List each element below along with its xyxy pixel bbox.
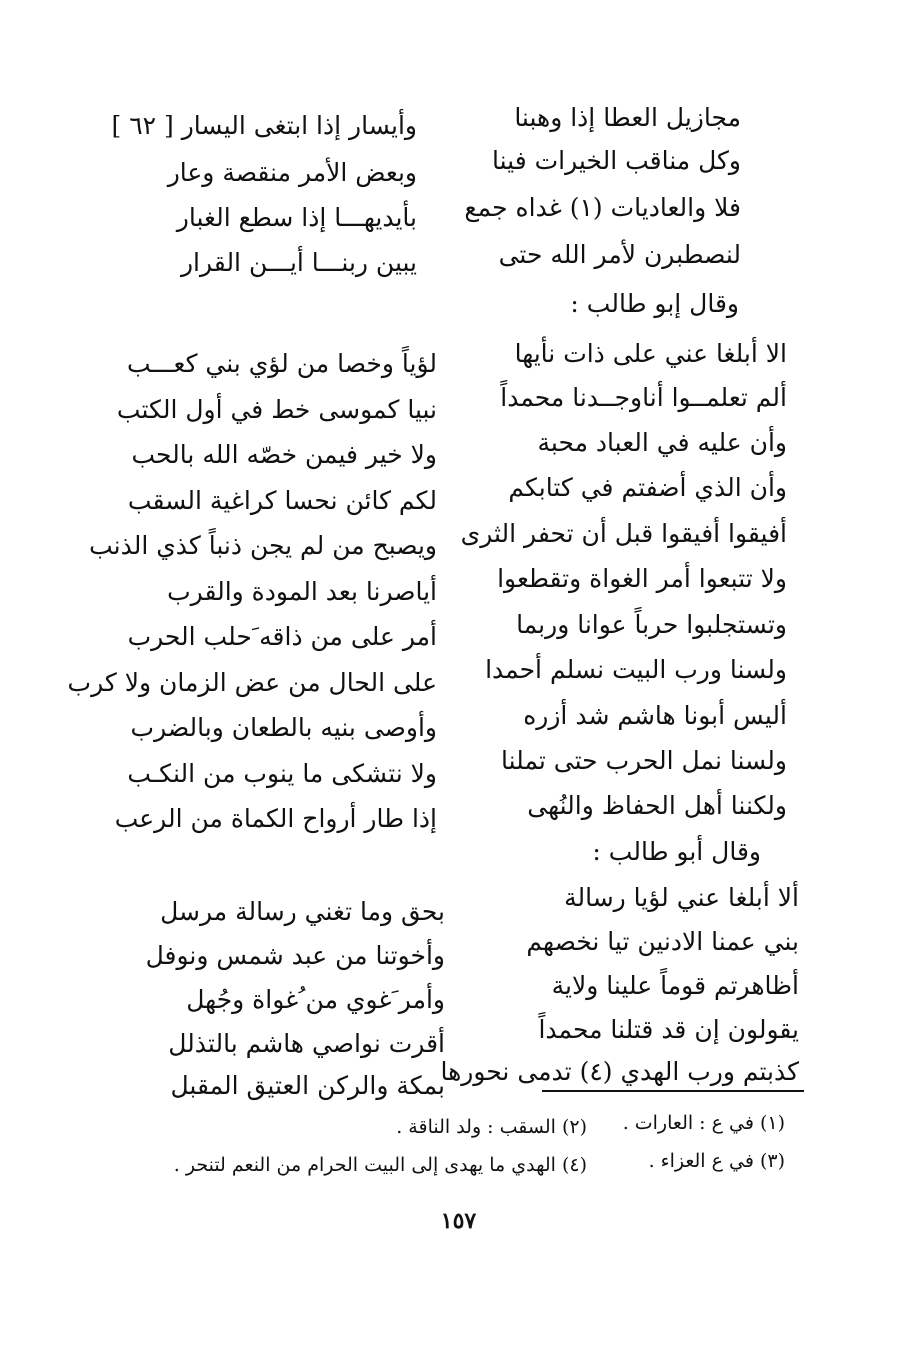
verse-left: على الحال من عض الزمان ولا كرب (67, 668, 437, 697)
verse-left: وأمر َغوي من ُغواة وجُهل (186, 985, 445, 1014)
footnote-2: (٢) السقب : ولد الناقة . (396, 1116, 587, 1138)
verse-left: أمر على من ذاقه َحلب الحرب (127, 622, 437, 651)
verse-right: ألا أبلغا عني لؤيا رسالة (564, 883, 799, 912)
verse-left: لكم كائن نحسا كراغية السقب (127, 486, 437, 515)
footnote-4: (٤) الهدي ما يهدى إلى البيت الحرام من النعم لتنحر . (173, 1154, 587, 1176)
verse-left: وبعض الأمر منقصة وعار (167, 158, 417, 187)
verse-left: بحق وما تغني رسالة مرسل (160, 897, 445, 926)
verse-right: بني عمنا الادنين تيا نخصهم (526, 927, 799, 956)
verse-right: وتستجلبوا حرباً عوانا وربما (516, 610, 787, 639)
verse-left: ويصبح من لم يجن ذنباً كذي الذنب (89, 531, 437, 560)
verse-left: نبيا كموسى خط في أول الكتب (116, 395, 437, 424)
poem-heading: وقال أبو طالب : (592, 837, 761, 866)
verse-left: أياصرنا بعد المودة والقرب (167, 577, 437, 606)
verse-right: ولكننا أهل الحفاظ والنُهى (527, 791, 787, 820)
verse-right: ولا تتبعوا أمر الغواة وتقطعوا (497, 564, 787, 593)
verse-right: فلا والعاديات (١) غداه جمع (464, 193, 741, 222)
footnote-3: (٣) في ع العزاء . (648, 1150, 785, 1172)
verse-left: إذا طار أرواح الكماة من الرعب (114, 804, 437, 833)
footnote-1: (١) في ع : العارات . (622, 1112, 785, 1134)
verse-right: أليس أبونا هاشم شد أزره (523, 701, 787, 730)
verse-right: لنصطبرن لأمر الله حتى (498, 240, 741, 269)
verse-left: وأيسار إذا ابتغى اليسار [ ٦٢ ] (111, 111, 417, 140)
verse-right: ولسنا ورب البيت نسلم أحمدا (485, 655, 787, 684)
verse-right: ألم تعلمــوا أناوجــدنا محمداً (500, 383, 787, 412)
verse-right: ولسنا نمل الحرب حتى تملنا (501, 746, 787, 775)
verse-right: مجازيل العطا إذا وهبنا (514, 103, 741, 132)
verse-right: يقولون إن قد قتلنا محمداً (538, 1015, 799, 1044)
verse-left: لؤياً وخصا من لؤي بني كعـــب (126, 349, 437, 378)
page-number: ١٥٧ (440, 1208, 477, 1234)
verse-right: وكل مناقب الخيرات فينا (492, 146, 741, 175)
verse-right: كذبتم ورب الهدي (٤) تدمى نحورها (440, 1057, 799, 1086)
verse-right: وأن عليه في العباد محبة (537, 428, 787, 457)
verse-left: ولا نتشكى ما ينوب من النكـب (127, 759, 437, 788)
poem-heading: وقال إبو طالب : (570, 289, 739, 318)
verse-left: أقرت نواصي هاشم بالتذلل (168, 1029, 445, 1058)
footnote-divider (542, 1090, 804, 1092)
verse-left: بمكة والركن العتيق المقبل (170, 1071, 445, 1100)
verse-right: وأن الذي أضفتم في كتابكم (508, 473, 787, 502)
verse-right: أفيقوا أفيقوا قبل أن تحفر الثرى (460, 519, 787, 548)
verse-left: وأوصى بنيه بالطعان وبالضرب (130, 713, 437, 742)
verse-right: الا أبلغا عني على ذات نأيها (514, 339, 787, 368)
verse-right: أظاهرتم قوماً علينا ولاية (551, 971, 799, 1000)
verse-left: بأيديهـــا إذا سطع الغبار (176, 203, 417, 232)
verse-left: وأخوتنا من عبد شمس ونوفل (145, 941, 445, 970)
verse-left: يبين ربنـــا أيـــن القرار (180, 248, 417, 277)
verse-left: ولا خير فيمن خصّه الله بالحب (131, 440, 437, 469)
